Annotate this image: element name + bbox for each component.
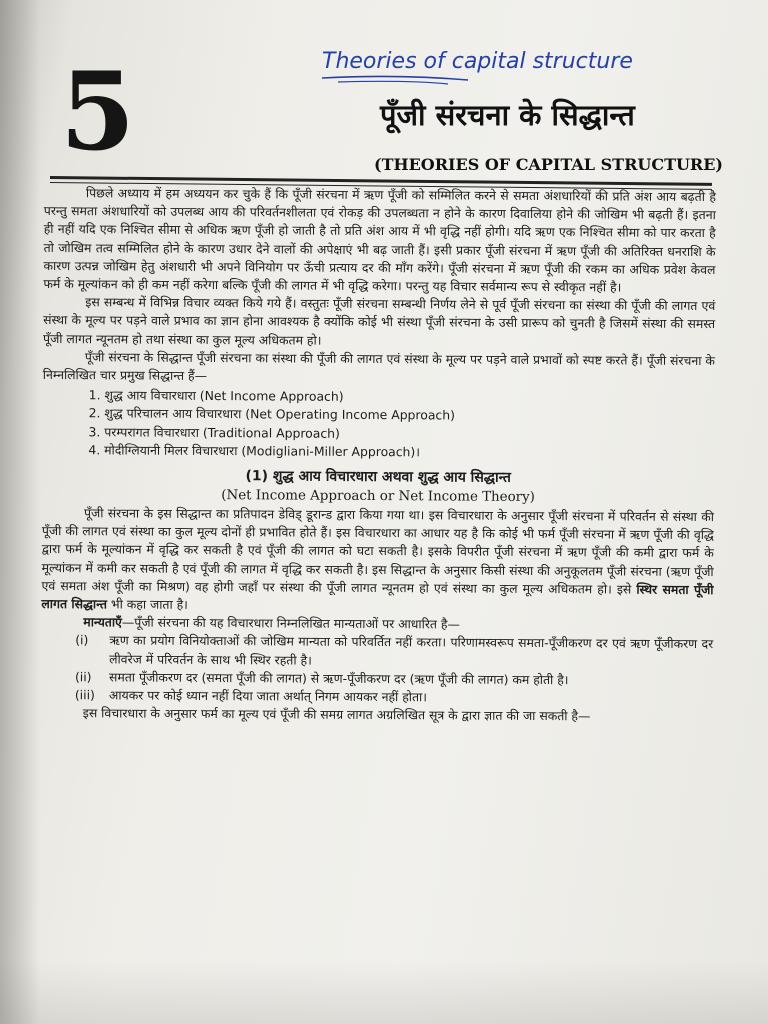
- approaches-list: [42, 386, 714, 463]
- assumption-text: ऋण का प्रयोग विनियोक्ताओं की जोखिम मान्यता को परिवर्तित नहीं करता। परिणामस्वरूप समता-पूँजीकरण दर एवं ऋण पूँजीकरण दर लीवरेज में परिवर्तन के साथ भी स्थिर रहती है।: [109, 632, 714, 668]
- assumption-item: [75, 632, 713, 672]
- approach-item: 4. मोदीग्लियानी मिलर विचारधारा (Modigliani-Miller Approach)।: [88, 442, 421, 460]
- chapter-title-hindi: पूँजी संरचना के सिद्धान्त: [380, 98, 635, 132]
- assumption-number: (i): [75, 632, 89, 648]
- approach-item: 2. शुद्ध परिचालन आय विचारधारा (Net Operating Income Approach): [88, 405, 455, 423]
- page-gutter-shadow: [0, 0, 40, 1024]
- chapter-body: [41, 184, 716, 727]
- paragraph-net-income: [41, 504, 714, 617]
- assumption-number: (ii): [74, 669, 92, 685]
- assumption-text: आयकर पर कोई ध्यान नहीं दिया जाता अर्थात् निगम आयकर नहीं होता।: [108, 687, 428, 705]
- approach-item: 3. परम्परागत विचारधारा (Traditional Approach): [88, 423, 340, 441]
- assumption-item: [75, 686, 713, 708]
- paragraph-views: इस सम्बन्ध में विभिन्न विचार व्यक्त किये गये हैं। वस्तुतः पूँजी संरचना सम्बन्धी निर्णय लेने से पूर्व पूँजी संरचना का संस्था की पूँजी की लागत एवं संस्था के मूल्य पर पड़ने वाले प्रभाव का ज्ञान होना आवश्यक है क्योंकि कोई भी संस्था पूँजी संरचना के उसी प्रारूप को चुनती है जिसमें संस्था की समस्त पूँजी लागत न्यूनतम हो तथा संस्था का कुल मूल्य अधिकतम हो।: [43, 294, 716, 348]
- approach-item: 1. शुद्ध आय विचारधारा (Net Income Approach): [88, 387, 344, 405]
- chapter-number: 5: [60, 49, 136, 175]
- paragraph-intro: पिछले अध्याय में हम अध्ययन कर चुके हैं कि पूँजी संरचना में ऋण पूँजी को सम्मिलित करने से समता अंशधारियों की प्रति अंश आय बढ़ती है परन्तु समता अंशधारियों को उपलब्ध आय की परिवर्तनशीलता एवं रोकड़ की उपलब्धता न होने के कारण दिवालिया होने की जोखिम भी बढ़ती हैं। इतना ही नहीं यदि एक निश्चित सीमा से अधिक ऋण पूँजी हो जाती है तो प्रति अंश आय में भी वृद्धि नहीं होगी। यदि ऋण एक निश्चित सीमा को पार करता है तो जोखिम तत्व सम्मिलित होने के कारण उधार देने वालों की अपेक्षाएं भी बढ़ जाती हैं। इसी प्रकार पूँजी संरचना में ऋण पूँजी की अतिरिक्त धनराशि के कारण उत्पन्न जोखिम हेतु अंशधारी भी अपने विनियोग पर ऊँची प्रत्याय दर की माँग करेंगे। पूँजी संरचना में ऋण पूँजी की रकम का अधिक प्रवेश केवल फर्म के मूल्यांकन को ही कम नहीं करेगा बल्कि पूँजी की लागत में भी वृद्धि करेगा। परन्तु यह विचार सर्वमान्य रूप से स्वीकृत नहीं है।: [43, 185, 716, 295]
- paragraph-net-income-end: भी कहा जाता है।: [106, 596, 188, 612]
- page-bottom-shade: [0, 960, 768, 1024]
- assumption-text: समता पूँजीकरण दर (समता पूँजी की लागत) से ऋण-पूँजीकरण दर (ऋण पूँजी की लागत) कम होती है।: [108, 669, 569, 688]
- assumptions-list: [41, 631, 713, 708]
- assumption-number: (iii): [74, 687, 95, 703]
- handwritten-note-text: Theories of capital structure: [322, 49, 633, 74]
- handwritten-underline-2: [338, 81, 448, 84]
- assumptions-label: मान्यताएँ: [83, 614, 122, 630]
- paragraph-formula-lead: इस विचारधारा के अनुसार फर्म का मूल्य एवं पूँजी की समग्र लागत अग्रलिखित सूत्र के द्वारा ज्ञात की जा सकती है—: [82, 705, 591, 724]
- chapter-title-english: (THEORIES OF CAPITAL STRUCTURE): [374, 155, 723, 174]
- paragraph-net-income-text: पूँजी संरचना के इस सिद्धान्त का प्रतिपादन डेविड् डूरान्ड द्वारा किया गया था। इस विचारधारा के अनुसार पूँजी संरचना में परिवर्तन से संस्था की पूँजी की लागत एवं संस्था का कुल मूल्य दोनों ही प्रभावित होते हैं। इस विचारधारा का आधार यह है कि कोई भी फर्म पूँजी संरचना में ऋण पूँजी की वृद्धि द्वारा फर्म के मूल्यांकन में वृद्धि कर सकती है एवं पूँजी की लागत को घटा सकती है। इसके विपरीत पूँजी संरचना में ऋण पूँजी की कमी द्वारा फर्म के मूल्यांकन में कमी कर सकती है एवं पूँजी की लागत में वृद्धि कर सकती है। इस सिद्धान्त के अनुसार किसी संस्था की अनुकूलतम पूँजी संरचना (ऋण पूँजी एवं समता अंश पूँजी का मिश्रण) वह होगी जहाँ पर संस्था की पूँजी लागत न्यूनतम हो एवं संस्था का कुल मूल्य अधिकतम हो। इसे: [41, 505, 715, 597]
- section-heading-hindi: (1) शुद्ध आय विचारधारा अथवा शुद्ध आय सिद्धान्त: [245, 468, 511, 486]
- theory-alt-name: स्थिर समता पूँजी लागत सिद्धान्त: [41, 581, 714, 612]
- handwritten-note: [318, 38, 678, 86]
- paragraph-theories: पूँजी संरचना के सिद्धान्त पूँजी संरचना का संस्था की पूँजी की लागत एवं संस्था के मूल्य पर पड़ने वाले प्रभावों को स्पष्ट करते हैं। पूँजी संरचना के निम्नलिखित चार प्रमुख सिद्धान्त हैं—: [42, 349, 715, 384]
- section-heading-english: (Net Income Approach or Net Income Theory): [221, 488, 535, 506]
- assumptions-intro-text: —पूँजी संरचना की यह विचारधारा निम्नलिखित मान्यताओं पर आधारित है—: [121, 614, 460, 632]
- handwritten-underline: [322, 76, 468, 80]
